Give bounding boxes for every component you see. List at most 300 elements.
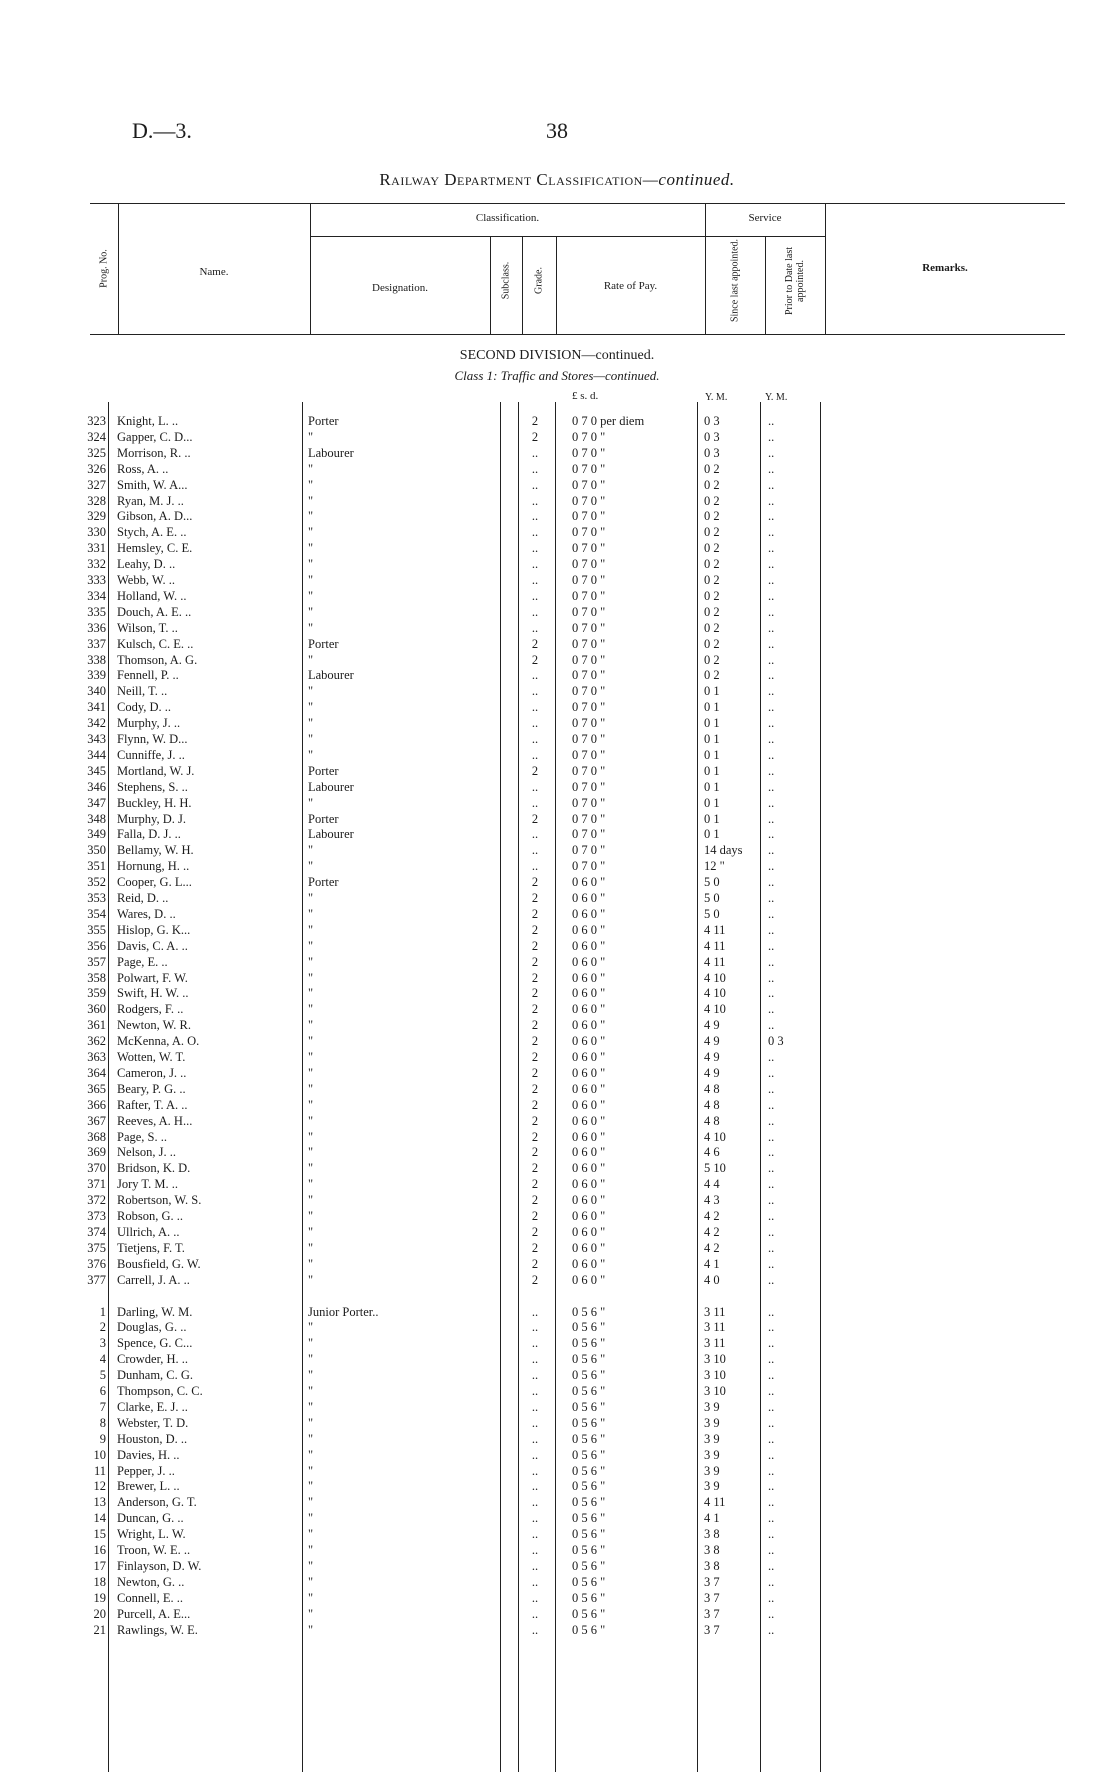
rate-of-pay-cell: 0 5 6 "	[572, 1543, 606, 1557]
prior-to-date-cell: ..	[768, 1240, 775, 1255]
prog-no-cell: 328	[87, 493, 106, 508]
table-row	[60, 843, 1060, 859]
header-divider	[765, 236, 766, 334]
since-last-cell: 3 7	[704, 1606, 720, 1621]
name-cell: Newton, G. ..	[117, 1574, 185, 1589]
prior-to-date-cell: ..	[768, 1272, 775, 1287]
table-row	[60, 1336, 1060, 1352]
designation-cell: "	[308, 1018, 314, 1033]
name-cell: Stych, A. E. ..	[117, 525, 187, 540]
prog-no-cell: 353	[87, 891, 106, 905]
since-last-cell: 4 11	[704, 938, 726, 953]
rate-of-pay-cell: 0 5 6 "	[572, 1431, 606, 1446]
table-row	[60, 1559, 1060, 1575]
prior-to-date-cell: ..	[768, 429, 775, 444]
designation-cell: "	[308, 1511, 314, 1526]
since-last-cell: 0 2	[704, 461, 720, 476]
prior-to-date-cell: ..	[768, 1145, 775, 1160]
grade-cell: 2	[531, 1050, 539, 1064]
table-row	[60, 716, 1060, 732]
designation-cell: "	[308, 541, 314, 556]
table-row	[60, 1098, 1060, 1114]
rate-of-pay-cell: 0 7 0 "	[572, 477, 606, 492]
table-row	[60, 1623, 1060, 1639]
since-last-cell: 5 0	[704, 875, 720, 890]
name-cell: Murphy, J. ..	[117, 716, 181, 731]
prog-no-cell: 369	[87, 1145, 106, 1160]
table-row	[60, 923, 1060, 939]
grade-cell: 2	[531, 1209, 539, 1223]
prior-to-date-cell: ..	[768, 493, 775, 508]
designation-cell: "	[308, 1034, 314, 1049]
name-cell: Clarke, E. J. ..	[117, 1399, 188, 1414]
designation-cell: "	[308, 1543, 314, 1557]
prior-to-date-cell: ..	[768, 1511, 775, 1526]
since-last-cell: 0 2	[704, 509, 720, 524]
prog-no-cell: 12	[93, 1479, 106, 1494]
since-last-cell: 3 11	[704, 1336, 726, 1351]
prior-to-date-cell: ..	[768, 1431, 775, 1446]
name-cell: Page, S. ..	[117, 1129, 167, 1144]
prog-no-cell: 330	[87, 525, 106, 540]
name-cell: Purcell, A. E...	[117, 1606, 191, 1621]
rate-of-pay-cell: 0 7 0 "	[572, 445, 606, 460]
prior-to-date-cell: 0 3	[768, 1034, 784, 1049]
designation-cell: "	[308, 1622, 314, 1637]
table-row	[60, 1368, 1060, 1384]
prog-no-cell: 325	[87, 445, 106, 460]
prog-no-cell: 361	[87, 1018, 106, 1033]
prior-to-date-cell: ..	[768, 1050, 775, 1064]
table-row	[60, 1066, 1060, 1082]
grade-cell: ..	[531, 493, 539, 508]
prog-no-cell: 368	[87, 1129, 106, 1144]
since-last-cell: 5 0	[704, 891, 720, 905]
designation-cell: "	[308, 1336, 314, 1351]
table-row	[60, 684, 1060, 700]
prog-no-cell: 326	[87, 461, 106, 476]
name-cell: Beary, P. G. ..	[117, 1081, 186, 1096]
rate-of-pay-header: Rate of Pay.	[603, 280, 658, 292]
since-last-cell: 3 8	[704, 1527, 720, 1542]
prior-to-date-cell: ..	[768, 954, 775, 969]
designation-cell: "	[308, 1495, 314, 1510]
since-last-cell: 12 "	[704, 859, 725, 874]
grade-cell: ..	[531, 732, 539, 746]
prog-no-cell: 367	[87, 1113, 106, 1128]
prog-no-cell: 355	[87, 922, 106, 937]
designation-cell: "	[308, 891, 314, 905]
rate-of-pay-cell: 0 6 0 "	[572, 1065, 606, 1080]
rate-of-pay-cell: 0 5 6 "	[572, 1527, 606, 1542]
table-row	[60, 414, 1060, 430]
rate-of-pay-cell: 0 7 0 "	[572, 525, 606, 540]
prior-to-date-cell: ..	[768, 636, 775, 651]
rate-of-pay-cell: 0 7 0 "	[572, 827, 606, 842]
grade-cell: 2	[531, 891, 539, 905]
name-cell: Kulsch, C. E. ..	[117, 636, 194, 651]
since-last-cell: 0 1	[704, 779, 720, 794]
since-last-cell: 0 1	[704, 795, 720, 810]
grade-cell: ..	[531, 1543, 539, 1557]
grade-cell: ..	[531, 525, 539, 540]
rate-of-pay-cell: 0 5 6 "	[572, 1558, 606, 1573]
since-last-cell: 0 3	[704, 429, 720, 444]
name-cell: Hemsley, C. E.	[117, 541, 193, 556]
prior-to-date-cell: ..	[768, 620, 775, 635]
since-last-header: Since last appointed.	[729, 238, 741, 323]
name-cell: Douglas, G. ..	[117, 1320, 187, 1335]
name-cell: Tietjens, F. T.	[117, 1240, 185, 1255]
grade-cell: 2	[531, 1129, 539, 1144]
prog-no-cell: 324	[87, 429, 106, 444]
designation-cell: "	[308, 1113, 314, 1128]
prog-no-cell: 371	[87, 1177, 106, 1192]
designation-cell: "	[308, 1081, 314, 1096]
name-cell: Wright, L. W.	[117, 1527, 186, 1542]
table-row	[60, 509, 1060, 525]
grade-cell: 2	[531, 1272, 539, 1287]
since-last-cell: 4 8	[704, 1113, 720, 1128]
grade-cell: ..	[531, 445, 539, 460]
table-row	[60, 891, 1060, 907]
rate-of-pay-cell: 0 7 0 "	[572, 859, 606, 874]
designation-cell: "	[308, 1352, 314, 1367]
rate-of-pay-cell: 0 6 0 "	[572, 906, 606, 921]
prior-to-date-cell: ..	[768, 986, 775, 1001]
prior-to-date-cell: ..	[768, 684, 775, 699]
grade-cell: ..	[531, 1574, 539, 1589]
grade-cell: ..	[531, 1511, 539, 1526]
rate-of-pay-cell: 0 5 6 "	[572, 1415, 606, 1430]
since-last-cell: 3 9	[704, 1399, 720, 1414]
page-title	[0, 170, 1114, 190]
grade-cell: 2	[531, 1256, 539, 1271]
grade-cell: ..	[531, 477, 539, 492]
name-cell: Finlayson, D. W.	[117, 1558, 202, 1573]
prior-to-date-cell: ..	[768, 414, 775, 428]
remarks-header: Remarks.	[922, 262, 968, 274]
since-last-cell: 4 8	[704, 1081, 720, 1096]
rate-of-pay-cell: 0 5 6 "	[572, 1495, 606, 1510]
rate-of-pay-cell: 0 5 6 "	[572, 1479, 606, 1494]
rate-of-pay-cell: 0 7 0 "	[572, 684, 606, 699]
name-cell: Ross, A. ..	[117, 461, 169, 476]
grade-cell: ..	[531, 859, 539, 874]
grade-cell: ..	[531, 588, 539, 603]
name-cell: Swift, H. W. ..	[117, 986, 189, 1001]
designation-cell: "	[308, 1209, 314, 1223]
name-cell: Thomson, A. G.	[117, 652, 198, 667]
rate-of-pay-cell: 0 6 0 "	[572, 1240, 606, 1255]
name-cell: Douch, A. E. ..	[117, 604, 192, 619]
prog-no-cell: 363	[87, 1050, 106, 1064]
rate-of-pay-cell: 0 7 0 "	[572, 732, 606, 746]
designation-cell: "	[308, 716, 314, 731]
designation-cell: "	[308, 557, 314, 572]
rate-of-pay-cell: 0 6 0 "	[572, 1002, 606, 1017]
grade-cell: ..	[531, 1590, 539, 1605]
prog-no-cell: 341	[87, 700, 106, 715]
designation-cell: "	[308, 970, 314, 985]
designation-cell: "	[308, 1050, 314, 1064]
prior-to-date-cell: ..	[768, 922, 775, 937]
name-cell: Pepper, J. ..	[117, 1463, 175, 1478]
since-last-cell: 0 2	[704, 588, 720, 603]
prior-to-date-cell: ..	[768, 1065, 775, 1080]
prog-no-cell: 323	[87, 414, 106, 428]
since-last-cell: 4 6	[704, 1145, 720, 1160]
designation-cell: "	[308, 1558, 314, 1573]
table-row	[60, 589, 1060, 605]
name-cell: Carrell, J. A. ..	[117, 1272, 190, 1287]
prior-to-date-cell: ..	[768, 1384, 775, 1398]
rate-of-pay-cell: 0 6 0 "	[572, 1193, 606, 1208]
name-cell: Rawlings, W. E.	[117, 1622, 198, 1637]
designation-cell: "	[308, 509, 314, 524]
designation-cell: "	[308, 604, 314, 619]
prog-no-cell: 351	[87, 859, 106, 874]
name-cell: Jory T. M. ..	[117, 1177, 178, 1192]
grade-cell: ..	[531, 1304, 539, 1319]
grade-cell: 2	[531, 636, 539, 651]
table-row	[60, 1161, 1060, 1177]
designation-cell: "	[308, 1463, 314, 1478]
prior-to-date-cell: ..	[768, 732, 775, 746]
since-last-cell: 3 9	[704, 1415, 720, 1430]
rate-of-pay-cell: 0 7 0 "	[572, 747, 606, 762]
pay-units: £ s. d.	[572, 390, 599, 402]
prior-to-date-cell: ..	[768, 1193, 775, 1208]
rate-of-pay-cell: 0 7 0 "	[572, 541, 606, 556]
rate-of-pay-cell: 0 6 0 "	[572, 970, 606, 985]
table-row	[60, 573, 1060, 589]
since-last-cell: 4 9	[704, 1034, 720, 1049]
prior-to-date-cell: ..	[768, 938, 775, 953]
prog-no-cell: 21	[93, 1622, 106, 1637]
prior-to-date-cell: ..	[768, 461, 775, 476]
prog-no-cell: 354	[87, 906, 106, 921]
prior-to-date-cell: ..	[768, 1415, 775, 1430]
table-row	[60, 1114, 1060, 1130]
prior-to-date-cell: ..	[768, 1558, 775, 1573]
class-subtitle: Class 1: Traffic and Stores—continued.	[454, 368, 660, 383]
grade-cell: 2	[531, 954, 539, 969]
table-row	[60, 1543, 1060, 1559]
prior-to-date-cell: ..	[768, 1463, 775, 1478]
rate-of-pay-cell: 0 5 6 "	[572, 1463, 606, 1478]
since-last-cell: 0 2	[704, 525, 720, 540]
table-row	[60, 478, 1060, 494]
designation-cell: "	[308, 954, 314, 969]
prior-to-date-cell: ..	[768, 445, 775, 460]
grade-cell: 2	[531, 1177, 539, 1192]
since-last-cell: 0 2	[704, 573, 720, 587]
designation-cell: "	[308, 1447, 314, 1462]
prior-to-date-cell: ..	[768, 1495, 775, 1510]
division-title: SECOND DIVISION—continued.	[459, 348, 655, 363]
grade-cell: 2	[531, 1224, 539, 1239]
rate-of-pay-cell: 0 7 0 "	[572, 779, 606, 794]
since-last-cell: 3 8	[704, 1543, 720, 1557]
grade-cell: ..	[531, 1368, 539, 1383]
rate-of-pay-cell: 0 6 0 "	[572, 922, 606, 937]
table-row	[60, 875, 1060, 891]
since-last-cell: 0 1	[704, 811, 720, 826]
rate-of-pay-cell: 0 6 0 "	[572, 1145, 606, 1160]
prog-no-cell: 333	[87, 573, 106, 587]
prior-to-date-cell: ..	[768, 1399, 775, 1414]
designation-cell: Labourer	[308, 827, 354, 842]
table-row	[60, 446, 1060, 462]
since-last-cell: 4 10	[704, 1129, 726, 1144]
since-last-cell: 0 2	[704, 541, 720, 556]
subclass-header: Subclass.	[500, 261, 512, 300]
prior-to-date-cell: ..	[768, 1606, 775, 1621]
grade-cell: 2	[531, 1034, 539, 1049]
prior-to-date-cell: ..	[768, 747, 775, 762]
prior-to-date-cell: ..	[768, 891, 775, 905]
table-row	[60, 812, 1060, 828]
prior-to-date-cell: ..	[768, 1161, 775, 1176]
designation-cell: "	[308, 1272, 314, 1287]
table-row	[60, 764, 1060, 780]
name-cell: Connell, E. ..	[117, 1590, 183, 1605]
designation-cell: "	[308, 1590, 314, 1605]
since-last-cell: 4 3	[704, 1193, 720, 1208]
prior-to-date-cell: ..	[768, 1479, 775, 1494]
prog-no-cell: 373	[87, 1209, 106, 1223]
name-cell: Webb, W. ..	[117, 573, 176, 587]
name-cell: Page, E. ..	[117, 954, 168, 969]
designation-cell: "	[308, 1065, 314, 1080]
designation-cell: "	[308, 1399, 314, 1414]
prog-no-cell: 14	[93, 1511, 106, 1526]
prog-no-cell: 362	[87, 1034, 106, 1049]
since-last-cell: 3 11	[704, 1304, 726, 1319]
table-row	[60, 1257, 1060, 1273]
table-row	[60, 796, 1060, 812]
rate-of-pay-cell: 0 5 6 "	[572, 1368, 606, 1383]
name-cell: Cunniffe, J. ..	[117, 747, 185, 762]
prog-no-cell: 335	[87, 604, 106, 619]
name-cell: Gapper, C. D...	[117, 429, 193, 444]
name-cell: Darling, W. M.	[117, 1304, 193, 1319]
table-row	[60, 430, 1060, 446]
prog-no-cell: 15	[93, 1527, 106, 1542]
name-cell: Wares, D. ..	[117, 906, 176, 921]
grade-cell: 2	[531, 1161, 539, 1176]
prog-no-cell: 4	[99, 1352, 106, 1367]
grade-cell: 2	[531, 414, 539, 428]
table-row	[60, 1130, 1060, 1146]
designation-cell: "	[308, 429, 314, 444]
prog-no-cell: 342	[87, 716, 106, 731]
prog-no-cell: 364	[87, 1065, 106, 1080]
grade-cell: ..	[531, 557, 539, 572]
name-cell: Knight, L. ..	[117, 414, 179, 428]
designation-cell: "	[308, 1479, 314, 1494]
rate-of-pay-cell: 0 7 0 "	[572, 509, 606, 524]
grade-cell: ..	[531, 716, 539, 731]
prog-no-cell: 6	[99, 1384, 106, 1398]
prog-no-cell: 18	[93, 1574, 106, 1589]
rate-of-pay-cell: 0 6 0 "	[572, 1177, 606, 1192]
grade-cell: 2	[531, 1097, 539, 1112]
prog-no-cell: 349	[87, 827, 106, 842]
rate-of-pay-cell: 0 7 0 "	[572, 429, 606, 444]
rate-of-pay-cell: 0 6 0 "	[572, 891, 606, 905]
rate-of-pay-cell: 0 7 0 "	[572, 668, 606, 683]
table-row	[60, 1177, 1060, 1193]
name-cell: Bousfield, G. W.	[117, 1256, 201, 1271]
prog-no-cell: 338	[87, 652, 106, 667]
page-title-main: Railway Department Classification	[379, 170, 643, 189]
prior-to-date-cell: ..	[768, 525, 775, 540]
name-cell: Neill, T. ..	[117, 684, 168, 699]
table-row	[60, 621, 1060, 637]
prog-no-cell: 3	[99, 1336, 106, 1351]
name-cell: Troon, W. E. ..	[117, 1543, 191, 1557]
table-row	[60, 1384, 1060, 1400]
prior-to-date-cell: ..	[768, 1081, 775, 1096]
prog-no-cell: 370	[87, 1161, 106, 1176]
prior-to-date-cell: ..	[768, 1527, 775, 1542]
grade-cell: ..	[531, 1352, 539, 1367]
designation-cell: "	[308, 1145, 314, 1160]
prior-to-date-cell: ..	[768, 843, 775, 858]
table-row	[60, 748, 1060, 764]
rate-of-pay-cell: 0 6 0 "	[572, 1018, 606, 1033]
since-last-cell: 4 10	[704, 970, 726, 985]
since-last-cell: 4 10	[704, 1002, 726, 1017]
table-row	[60, 907, 1060, 923]
table-row	[60, 1145, 1060, 1161]
name-cell: Holland, W. ..	[117, 588, 187, 603]
prior-to-date-header: Prior to Date last appointed.	[784, 246, 806, 316]
grade-cell: ..	[531, 1447, 539, 1462]
rate-of-pay-cell: 0 7 0 "	[572, 652, 606, 667]
table-row	[60, 1448, 1060, 1464]
prior-to-date-cell: ..	[768, 763, 775, 778]
name-cell: Buckley, H. H.	[117, 795, 192, 810]
prior-to-date-cell: ..	[768, 1543, 775, 1557]
prog-no-cell: 16	[93, 1543, 106, 1557]
designation-cell: "	[308, 1384, 314, 1398]
name-cell: Brewer, L. ..	[117, 1479, 180, 1494]
since-last-cell: 5 10	[704, 1161, 726, 1176]
prog-no-cell: 376	[87, 1256, 106, 1271]
grade-cell: ..	[531, 1495, 539, 1510]
grade-cell: ..	[531, 1606, 539, 1621]
grade-cell: 2	[531, 875, 539, 890]
since-last-cell: 3 7	[704, 1622, 720, 1637]
rate-of-pay-cell: 0 6 0 "	[572, 1129, 606, 1144]
designation-cell: "	[308, 795, 314, 810]
prog-no-cell: 10	[93, 1447, 106, 1462]
table-row	[60, 1209, 1060, 1225]
rate-of-pay-cell: 0 7 0 per diem	[572, 414, 645, 428]
name-cell: Nelson, J. ..	[117, 1145, 177, 1160]
prior-to-date-cell: ..	[768, 906, 775, 921]
header-top-rule	[90, 203, 1065, 204]
prior-to-date-cell: ..	[768, 1590, 775, 1605]
since-last-cell: 4 9	[704, 1050, 720, 1064]
since-last-cell: 4 9	[704, 1018, 720, 1033]
table-row	[60, 494, 1060, 510]
since-last-cell: 0 1	[704, 747, 720, 762]
table-row	[60, 955, 1060, 971]
